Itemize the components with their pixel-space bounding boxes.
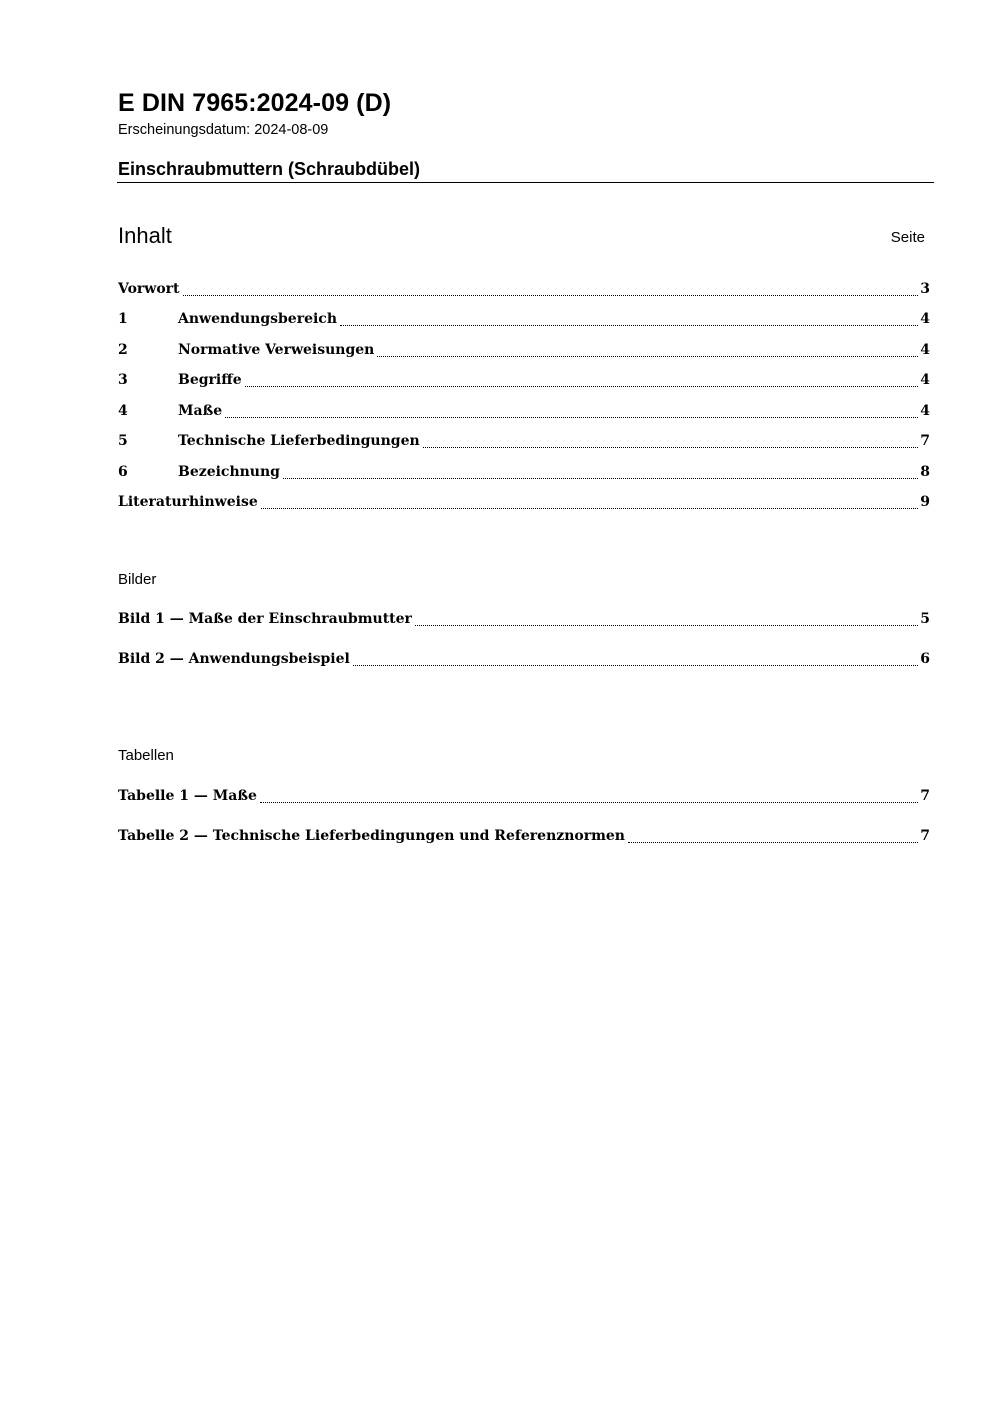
table-entry-page: 7: [920, 788, 930, 804]
publication-date: [118, 121, 328, 139]
figure-entry-page: 5: [920, 611, 930, 627]
toc-entry-number: 3: [118, 372, 128, 388]
toc-entry-normative-verweisungen[interactable]: [118, 340, 930, 360]
dot-leader: [628, 842, 918, 843]
figure-entry-2[interactable]: [118, 649, 930, 669]
dot-leader: [283, 478, 918, 479]
table-entry-page: 7: [920, 828, 930, 844]
page-column-label: Seite: [890, 229, 925, 246]
dot-leader: [225, 417, 918, 418]
table-entry-label: Tabelle 2 — Technische Lieferbedingungen und Referenznormen: [118, 828, 625, 844]
toc-entry-page: 8: [920, 464, 930, 480]
toc-heading: Inhalt: [118, 223, 172, 248]
dot-leader: [245, 386, 919, 387]
table-entry-label: Tabelle 1 — Maße: [118, 788, 257, 804]
publication-date-label: Erscheinungsdatum:: [118, 122, 251, 138]
dot-leader: [377, 356, 918, 357]
toc-entry-technische-lieferbedingungen[interactable]: [118, 431, 930, 451]
table-entry-1[interactable]: [118, 786, 930, 806]
dot-leader: [340, 325, 918, 326]
toc-entry-vorwort[interactable]: [118, 279, 930, 299]
toc-entry-label: Literaturhinweise: [118, 494, 258, 510]
toc-entry-masse[interactable]: [118, 401, 930, 421]
toc-entry-label: Maße: [178, 403, 223, 419]
toc-entry-literaturhinweise[interactable]: [118, 492, 930, 512]
title-divider: [117, 182, 934, 183]
toc-entry-label: Vorwort: [118, 281, 180, 297]
dot-leader: [183, 295, 919, 296]
toc-entry-number: 5: [118, 433, 128, 449]
figure-entry-label: Bild 2 — Anwendungsbeispiel: [118, 651, 350, 667]
dot-leader: [261, 508, 919, 509]
figures-heading: Bilder: [118, 571, 157, 588]
figure-entry-1[interactable]: [118, 609, 930, 629]
toc-entry-label: Technische Lieferbedingungen: [178, 433, 420, 449]
toc-entry-label: Begriffe: [178, 372, 242, 388]
figure-entry-page: 6: [920, 651, 930, 667]
toc-entry-label: Normative Verweisungen: [178, 342, 375, 358]
dot-leader: [260, 802, 918, 803]
toc-entry-page: 4: [920, 372, 930, 388]
tables-heading: Tabellen: [118, 747, 174, 764]
dot-leader: [353, 665, 918, 666]
toc-entry-begriffe[interactable]: [118, 370, 930, 390]
toc-entry-page: 4: [920, 342, 930, 358]
figure-entry-label: Bild 1 — Maße der Einschraubmutter: [118, 611, 412, 627]
toc-entry-number: 4: [118, 403, 128, 419]
dot-leader: [415, 625, 918, 626]
document-title: Einschraubmuttern (Schraubdübel): [118, 159, 421, 179]
toc-entry-bezeichnung[interactable]: [118, 462, 930, 482]
publication-date-value: 2024-08-09: [254, 122, 329, 138]
toc-entry-page: 7: [920, 433, 930, 449]
dot-leader: [423, 447, 919, 448]
table-entry-2[interactable]: [118, 826, 930, 846]
toc-entry-label: Anwendungsbereich: [178, 311, 337, 327]
toc-entry-label: Bezeichnung: [178, 464, 280, 480]
toc-entry-number: 2: [118, 342, 128, 358]
document-id: E DIN 7965:2024-09 (D): [118, 89, 392, 117]
toc-entry-page: 3: [920, 281, 930, 297]
toc-entry-anwendungsbereich[interactable]: [118, 309, 930, 329]
toc-entry-number: 6: [118, 464, 128, 480]
toc-entry-page: 4: [920, 403, 930, 419]
toc-entry-page: 9: [920, 494, 930, 510]
toc-entry-page: 4: [920, 311, 930, 327]
toc-entry-number: 1: [118, 311, 128, 327]
